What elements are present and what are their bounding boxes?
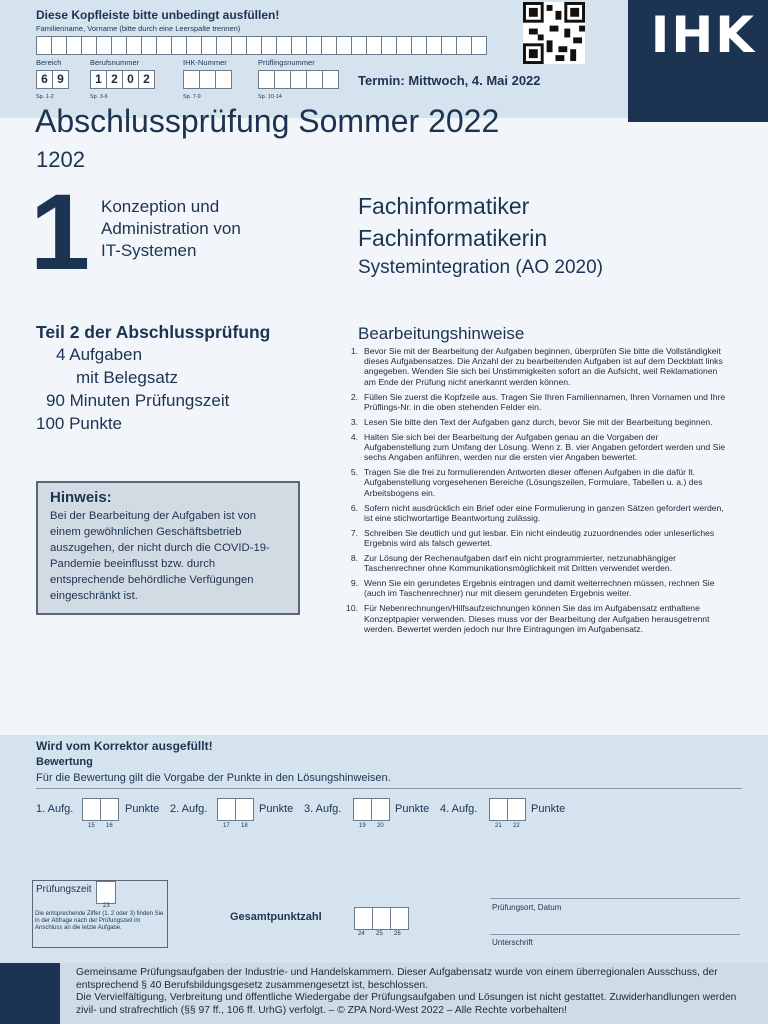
field-number: 22 xyxy=(513,823,520,829)
name-char-box xyxy=(172,36,187,55)
name-input[interactable] xyxy=(36,36,487,55)
aufgabe-1-score-input[interactable] xyxy=(82,798,119,821)
hinweis-title: Hinweis: xyxy=(50,489,112,506)
name-label: Familienname, Vorname (bitte durch eine Leerspalte trennen) xyxy=(36,24,241,33)
teil-line: mit Belegsatz xyxy=(76,368,179,387)
field-number: 17 xyxy=(223,823,230,829)
aufgabe-label: 3. Aufg. xyxy=(304,803,342,815)
instruction-item xyxy=(340,553,726,573)
name-char-box xyxy=(382,36,397,55)
berufsnummer-input[interactable]: 1 2 0 2 xyxy=(90,70,155,89)
aufgabe-3-score-input[interactable] xyxy=(353,798,390,821)
field-number: 16 xyxy=(106,823,113,829)
ort-datum-line[interactable] xyxy=(490,898,740,899)
instruction-item xyxy=(340,467,726,498)
exam-part-number: 1 xyxy=(30,171,91,292)
ihk-logo: IHK xyxy=(650,6,756,64)
instruction-item xyxy=(340,417,726,427)
teil-line: 90 Minuten Prüfungszeit xyxy=(46,391,230,410)
aufgabe-label: 1. Aufg. xyxy=(36,803,74,815)
header-instruction: Diese Kopfleiste bitte unbedingt ausfüllen! xyxy=(36,8,280,22)
instruction-item xyxy=(340,578,726,598)
instruction-number: 3. xyxy=(350,416,358,427)
instruction-text: Füllen Sie zuerst die Kopfzeile aus. Tragen Sie Ihren Familiennamen, Ihren Vornamen und Ihre Prüflings-Nr. in die oben stehenden Felder ein. xyxy=(364,391,726,412)
name-char-box xyxy=(337,36,352,55)
gesamtpunktzahl-label: Gesamtpunktzahl xyxy=(230,911,322,923)
teil-line: 100 Punkte xyxy=(36,414,123,433)
qr-code-icon xyxy=(522,2,586,64)
instruction-number: 5. xyxy=(350,467,358,478)
instruction-number: 1. xyxy=(350,346,358,356)
unterschrift-label: Unterschrift xyxy=(492,938,533,947)
footer-line: Gemeinsame Prüfungsaufgaben der Industrie- und Handelskammern. Dieser Aufgabensatz wurde von einem überregionalen Ausschuss, der entsprechend § 40 Berufsbildungsgesetz zusammengesetzt ist, beschlossen. xyxy=(76,967,718,991)
sp-label: Sp. 3-6 xyxy=(90,94,108,100)
aufgabe-label: 4. Aufg. xyxy=(440,803,478,815)
name-char-box xyxy=(112,36,127,55)
punkte-label: Punkte xyxy=(259,803,294,815)
field-label-berufsnummer: Berufsnummer xyxy=(90,58,140,67)
field-number: 15 xyxy=(88,823,95,829)
punkte-label: Punkte xyxy=(125,803,160,815)
name-char-box xyxy=(217,36,232,55)
name-char-box xyxy=(142,36,157,55)
aufgabe-2-score-input[interactable] xyxy=(217,798,254,821)
hinweis-text: Bei der Bearbeitung der Aufgaben ist von einem gewöhnlichen Geschäftsbetrieb auszugehen, der nicht durch die COVID-19-Pandemie beeinflusst bzw. durch entsprechende behördliche Verfügungen eingeschränkt ist. xyxy=(50,510,270,602)
section-title: Konzeption und Administration von IT-Systemen xyxy=(101,197,241,260)
bewertung-text: Für die Bewertung gilt die Vorgabe der Punkte in den Lösungshinweisen. xyxy=(36,772,391,784)
field-number: 21 xyxy=(495,823,502,829)
field-number: 18 xyxy=(241,823,248,829)
field-number: 20 xyxy=(377,823,384,829)
ihk-nummer-input[interactable] xyxy=(183,70,232,89)
instruction-text: Tragen Sie die frei zu formulierenden Antworten dieser offenen Aufgaben in die dafür lt. Aufgabenstellung vorgesehenen Bereiche (Lösungszeilen, Formulare, Tabellen u. a.) des Arbeitsbogens ein. xyxy=(364,467,703,498)
name-char-box xyxy=(247,36,262,55)
field-number: 19 xyxy=(359,823,366,829)
name-char-box xyxy=(52,36,67,55)
unterschrift-line[interactable] xyxy=(490,934,740,935)
instruction-item xyxy=(340,346,726,387)
instruction-text: Bevor Sie mit der Bearbeitung der Aufgaben beginnen, überprüfen Sie bitte die Vollständigkeit dieses Aufgabensatzes. Die Anzahl der zu bearbeitenden Aufgaben ist auf dem Deckblatt links angegeben. Wenden Sie sich bei Unstimmigkeiten sofort an die Aufsicht, weil Reklamationen am Ende der Prüfung nicht anerkannt werden können. xyxy=(364,346,723,387)
instruction-text: Lesen Sie bitte den Text der Aufgaben ganz durch, bevor Sie mit der Bearbeitung beginnen. xyxy=(364,416,713,427)
instruction-text: Sofern nicht ausdrücklich ein Brief oder eine Formulierung in ganzen Sätzen gefordert werden, ist eine stichwortartige Beantwortung zulässig. xyxy=(364,502,724,523)
aufgabe-label: 2. Aufg. xyxy=(170,803,208,815)
field-number: 23 xyxy=(103,903,110,909)
sp-label: Sp. 1-2 xyxy=(36,94,54,100)
instruction-text: Wenn Sie ein gerundetes Ergebnis eintragen und damit weiterrechnen müssen, rechnen Sie (auch im Taschenrechner) nur mit diesem gerundeten Ergebnis weiter. xyxy=(364,578,715,599)
instruction-item xyxy=(340,392,726,412)
instruction-text: Schreiben Sie deutlich und gut lesbar. Ein nicht eindeutig zuzuordnendes oder unleserliches Ergebnis wird als falsch gewertet. xyxy=(364,527,715,549)
teil-heading: Teil 2 der Abschlussprüfung xyxy=(36,322,271,342)
bewertung-label: Bewertung xyxy=(36,756,93,768)
exam-date: Termin: Mittwoch, 4. Mai 2022 xyxy=(358,73,541,88)
teil-line: 4 Aufgaben xyxy=(56,345,143,364)
name-char-box xyxy=(262,36,277,55)
ort-datum-label: Prüfungsort, Datum xyxy=(492,903,562,912)
footer-text xyxy=(76,967,746,1017)
field-label-bereich: Bereich xyxy=(36,58,62,67)
job-title-m: Fachinformatiker xyxy=(358,193,530,219)
bereich-input[interactable]: 6 9 xyxy=(36,70,69,89)
instruction-item xyxy=(340,432,726,463)
instruction-number: 6. xyxy=(350,502,358,513)
instruction-number: 10. xyxy=(346,603,358,614)
instruction-number: 4. xyxy=(350,431,358,442)
bearbeitungshinweise-title: Bearbeitungshinweise xyxy=(358,324,525,343)
name-char-box xyxy=(307,36,322,55)
name-char-box xyxy=(427,36,442,55)
bearbeitungshinweise-list xyxy=(340,346,726,639)
instruction-text: Für Nebenrechnungen/Hilfsaufzeichnungen können Sie das im Aufgabensatz enthaltene Konzeptpapier verwenden. Dieses muss vor der Bearbeitung der Aufgaben herausgetrennt werden. Bewertet werden jedoch nur Ihre Eintragungen im Aufgabensatz. xyxy=(364,603,710,634)
instruction-number: 7. xyxy=(350,527,358,538)
name-char-box xyxy=(157,36,172,55)
name-char-box xyxy=(187,36,202,55)
pruefungszeit-note: Die entsprechende Ziffer (1, 2 oder 3) finden Sie in der Abfrage nach der Prüfungszeit im Anschluss an die letzte Aufgabe. xyxy=(35,911,164,931)
name-char-box xyxy=(292,36,307,55)
pruefungszeit-label: Prüfungszeit xyxy=(36,884,92,895)
name-char-box xyxy=(232,36,247,55)
field-number: 25 xyxy=(376,931,383,937)
name-char-box xyxy=(36,36,52,55)
punkte-label: Punkte xyxy=(395,803,430,815)
field-label-prueflingsnummer: Prüflingsnummer xyxy=(258,58,315,67)
name-char-box xyxy=(202,36,217,55)
job-specialization: Systemintegration (AO 2020) xyxy=(358,257,604,278)
pruefungszeit-input[interactable] xyxy=(96,881,116,904)
name-char-box xyxy=(322,36,337,55)
field-number: 26 xyxy=(394,931,401,937)
name-char-box xyxy=(472,36,487,55)
name-char-box xyxy=(412,36,427,55)
job-title-f: Fachinformatikerin xyxy=(358,225,548,251)
name-char-box xyxy=(127,36,142,55)
sp-label: Sp. 10-14 xyxy=(258,94,282,100)
field-number: 24 xyxy=(358,931,365,937)
field-label-ihk-nummer: IHK-Nummer xyxy=(183,58,227,67)
footer-line: Die Vervielfältigung, Verbreitung und öffentliche Wiedergabe der Prüfungsaufgaben und Lösungen ist nicht gestattet. Zuwiderhandlungen werden zivil- und strafrechtlich (§§ 97 ff., 106 ff. UrhG) verfolgt. – © ZPA Nord-West 2022 – Alle Rechte vorbehalten! xyxy=(76,992,737,1016)
instruction-item xyxy=(340,528,726,548)
prueflingsnummer-input[interactable] xyxy=(258,70,339,89)
name-char-box xyxy=(277,36,292,55)
name-char-box xyxy=(97,36,112,55)
name-char-box xyxy=(82,36,97,55)
instruction-text: Zur Lösung der Rechenaufgaben darf ein nicht programmierter, netzunabhängiger Taschenrechner ohne Kommunikationsmöglichkeit mit Dritten verwendet werden. xyxy=(364,553,676,574)
name-char-box xyxy=(397,36,412,55)
instruction-item xyxy=(340,503,726,523)
name-char-box xyxy=(67,36,82,55)
aufgabe-4-score-input[interactable] xyxy=(489,798,526,821)
page-title: Abschlussprüfung Sommer 2022 xyxy=(35,103,500,139)
korrektor-title: Wird vom Korrektor ausgefüllt! xyxy=(36,739,213,753)
punkte-label: Punkte xyxy=(531,803,566,815)
sp-label: Sp. 7-9 xyxy=(183,94,201,100)
instruction-text: Halten Sie sich bei der Bearbeitung der Aufgaben genau an die Vorgaben der Aufgabenstellung zum Umfang der Lösung. Wenn z. B. vier Angaben gefordert werden und Sie sechs Angaben anführen, werden nur die ersten vier Angaben bewertet. xyxy=(364,431,726,463)
instruction-item xyxy=(340,603,726,634)
instruction-number: 8. xyxy=(350,553,358,564)
divider xyxy=(36,788,742,789)
exam-code: 1202 xyxy=(36,147,85,172)
ihk-logo-band xyxy=(628,0,768,122)
instruction-number: 2. xyxy=(350,391,358,402)
name-char-box xyxy=(442,36,457,55)
name-char-box xyxy=(352,36,367,55)
instruction-number: 9. xyxy=(350,578,358,589)
name-char-box xyxy=(457,36,472,55)
gesamtpunktzahl-input[interactable] xyxy=(354,907,409,930)
name-char-box xyxy=(367,36,382,55)
hinweis-box xyxy=(36,481,300,615)
